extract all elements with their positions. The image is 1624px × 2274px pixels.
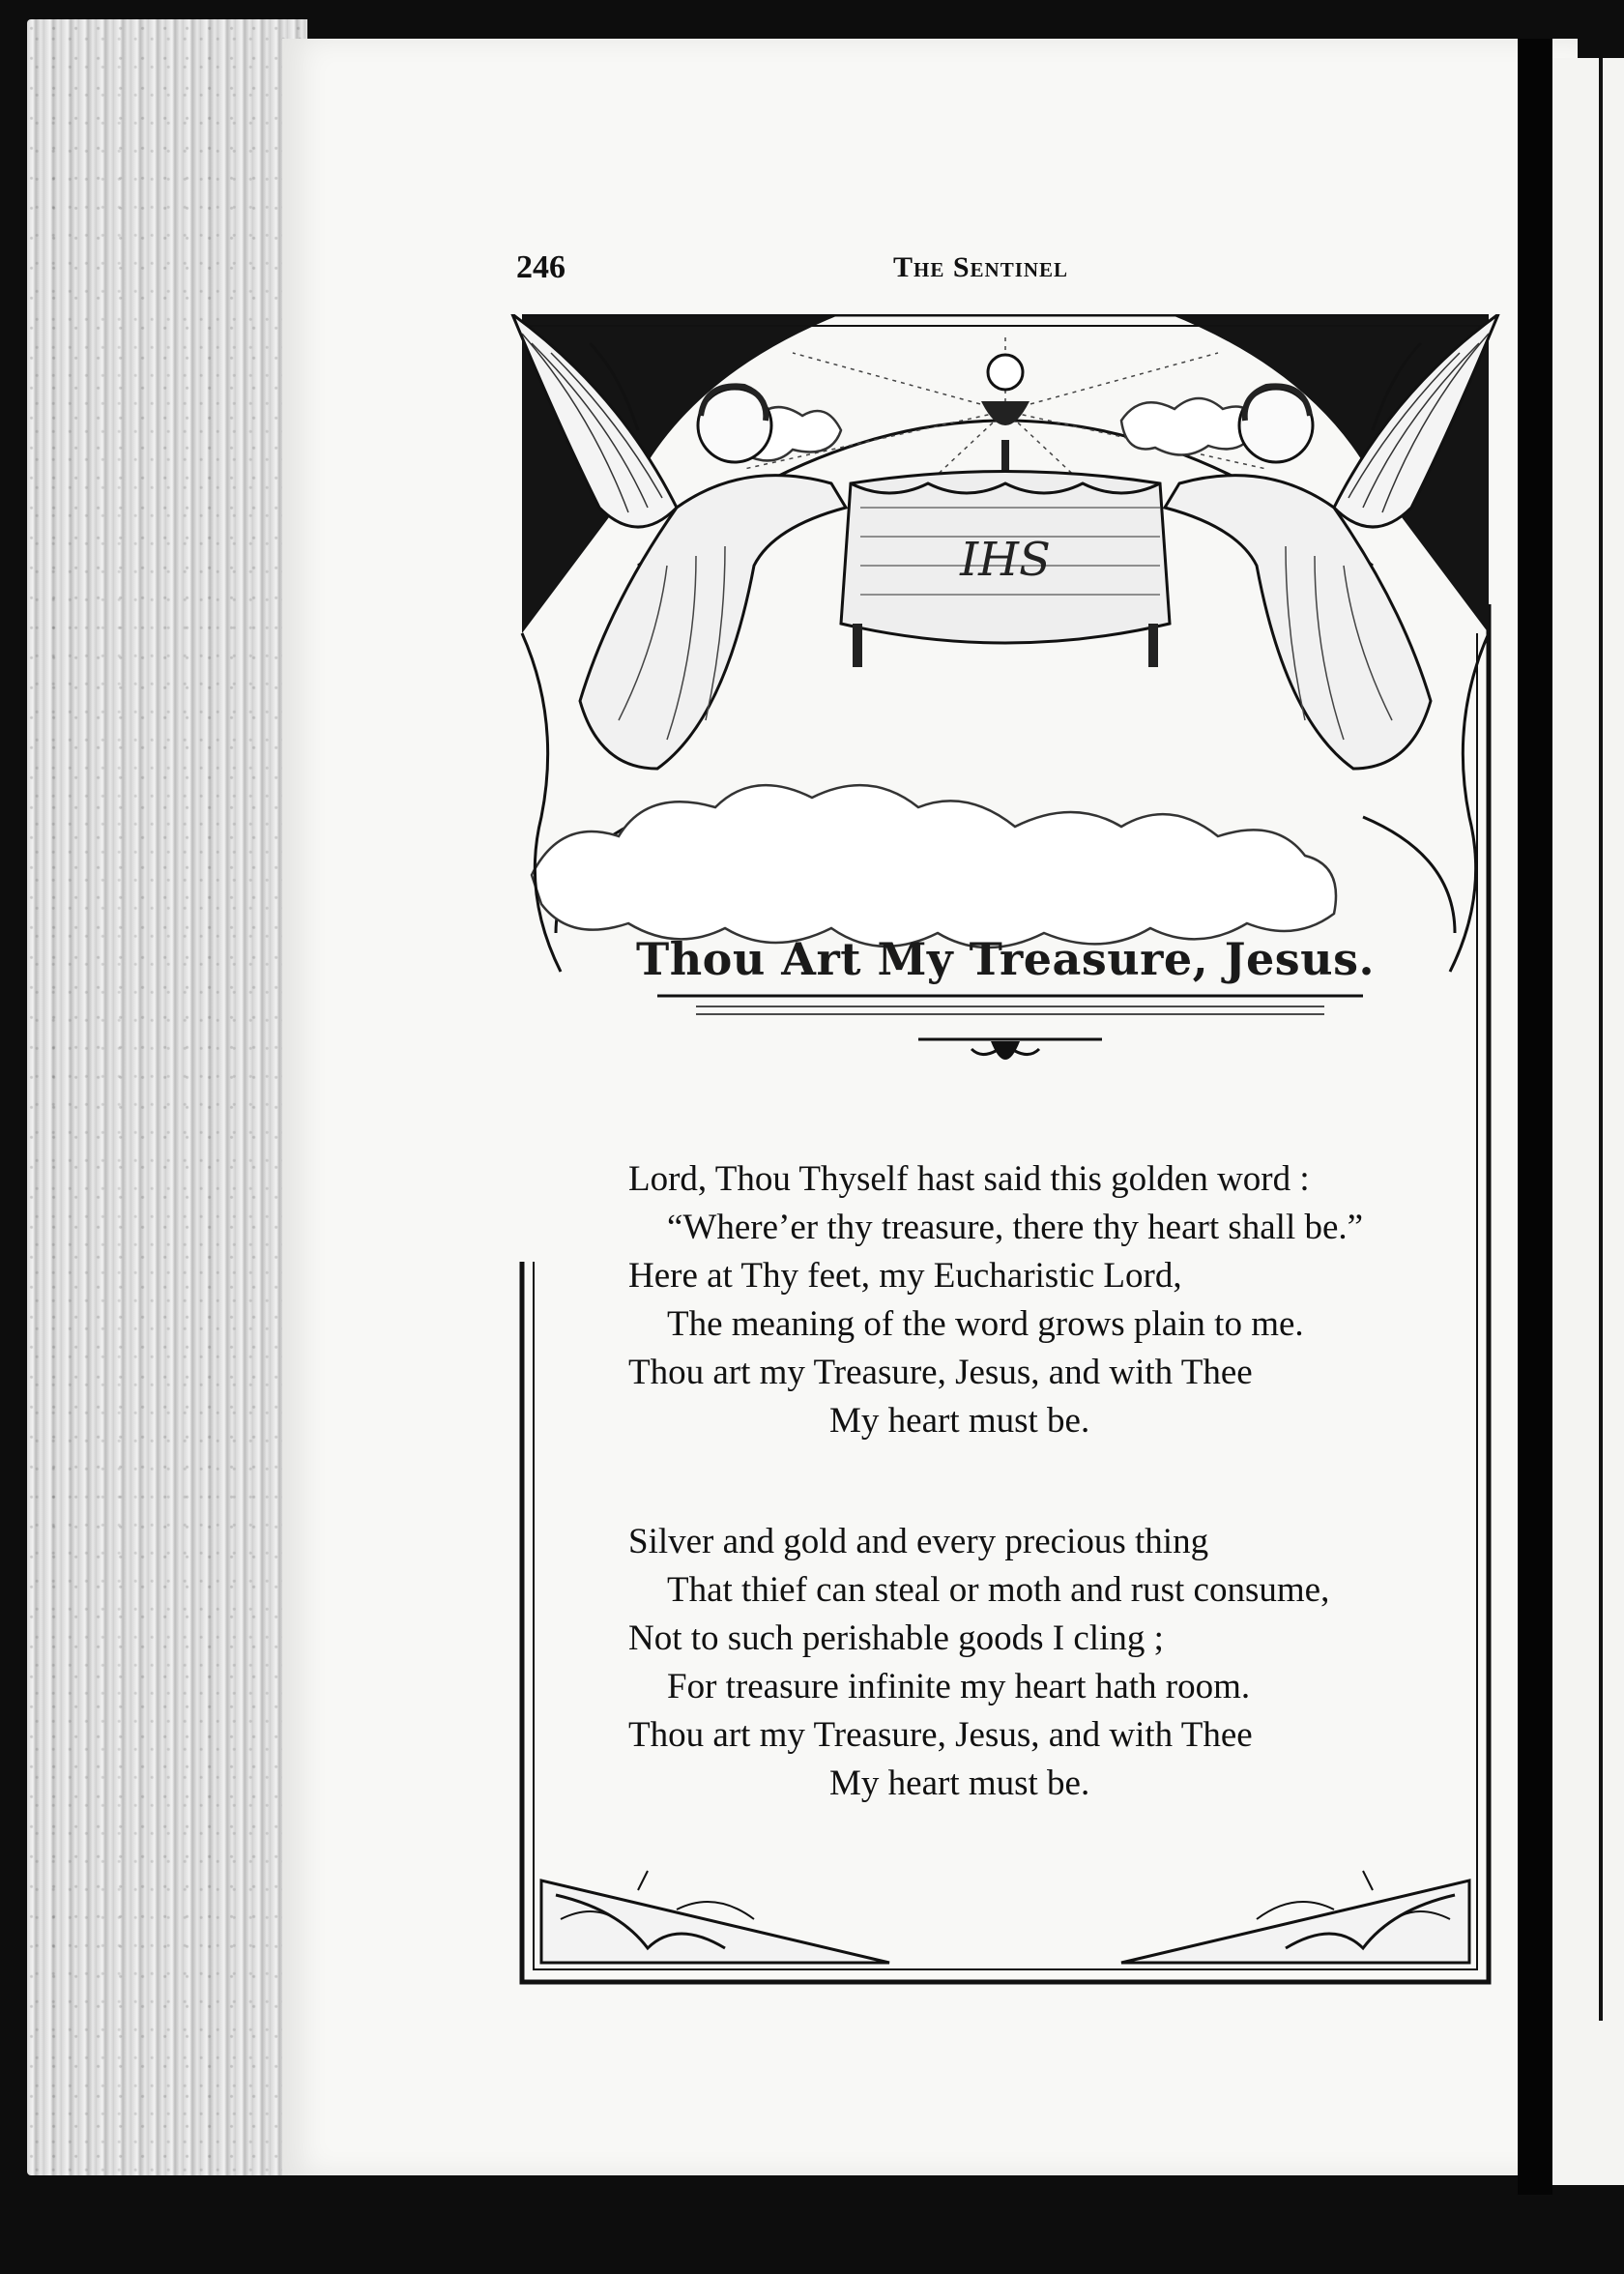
next-page-frame-line bbox=[1599, 58, 1603, 2021]
stanza-line: Here at Thy feet, my Eucharistic Lord, bbox=[628, 1256, 1182, 1296]
stanza-line: That thief can steal or moth and rust consume, bbox=[667, 1570, 1330, 1610]
page-number: 246 bbox=[516, 249, 566, 285]
stanza-line: Silver and gold and every precious thing bbox=[628, 1522, 1209, 1561]
stanza-2 bbox=[628, 1518, 1460, 1808]
stanza-line: The meaning of the word grows plain to me. bbox=[667, 1304, 1304, 1344]
banner-monogram: IHS bbox=[960, 533, 1051, 587]
stanza-line: Thou art my Treasure, Jesus, and with Thee bbox=[628, 1715, 1253, 1755]
stanza-1 bbox=[628, 1155, 1460, 1445]
stanza-line: Not to such perishable goods I cling ; bbox=[628, 1618, 1164, 1658]
fleuron-icon bbox=[918, 1039, 1102, 1060]
stanza-line: Lord, Thou Thyself hast said this golden word : bbox=[628, 1159, 1310, 1199]
poem-title: Thou Art My Treasure, Jesus. bbox=[635, 933, 1375, 985]
book-gutter bbox=[1518, 39, 1552, 2195]
next-page-edge bbox=[1552, 58, 1624, 2185]
ornamental-frame bbox=[503, 314, 1508, 2001]
refrain-line: My heart must be. bbox=[829, 1764, 1090, 1803]
stanza-line: “Where’er thy treasure, there thy heart shall be.” bbox=[667, 1208, 1364, 1247]
refrain-line: My heart must be. bbox=[829, 1401, 1090, 1441]
bottom-right-ornament-icon bbox=[1121, 1871, 1469, 1963]
stanza-line: Thou art my Treasure, Jesus, and with Thee bbox=[628, 1353, 1253, 1392]
stanza-line: For treasure infinite my heart hath room. bbox=[667, 1667, 1251, 1706]
page-edges bbox=[27, 19, 307, 2175]
bottom-left-ornament-icon bbox=[541, 1871, 889, 1963]
running-head bbox=[516, 249, 1444, 288]
journal-title: The Sentinel bbox=[893, 251, 1069, 283]
